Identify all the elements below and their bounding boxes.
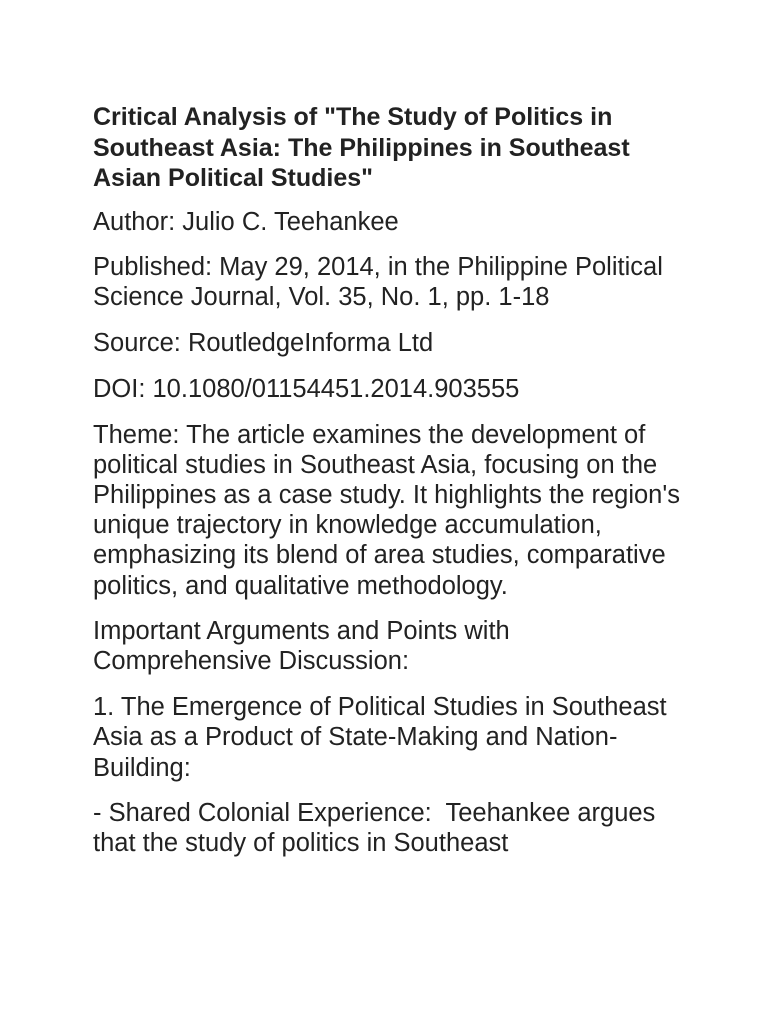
doi-line: DOI: 10.1080/01154451.2014.903555 xyxy=(93,374,520,403)
author-line: Author: Julio C. Teehankee xyxy=(93,207,399,236)
section-1-point-1: - Shared Colonial Experience: Teehankee argues that the study of politics in Southeast xyxy=(93,799,663,858)
section-1-heading: 1. The Emergence of Political Studies in Southeast Asia as a Product of State-Making and Nation-Building: xyxy=(93,693,673,782)
document-page xyxy=(93,102,688,874)
published-line: Published: May 29, 2014, in the Philippine Political Science Journal, Vol. 35, No. 1, pp. 1-18 xyxy=(93,253,670,312)
document-title: Critical Analysis of "The Study of Politics in Southeast Asia: The Philippines in Southeast Asian Political Studies" xyxy=(93,103,630,192)
source-line: Source: RoutledgeInforma Ltd xyxy=(93,329,434,358)
theme-paragraph: Theme: The article examines the development of political studies in Southeast Asia, focusing on the Philippines as a case study. It highlights the region's unique trajectory in knowledge accumulation, emphasizing its blend of area studies, comparative politics, and qualitative methodology. xyxy=(93,420,688,600)
arguments-heading: Important Arguments and Points with Comprehensive Discussion: xyxy=(93,617,517,676)
